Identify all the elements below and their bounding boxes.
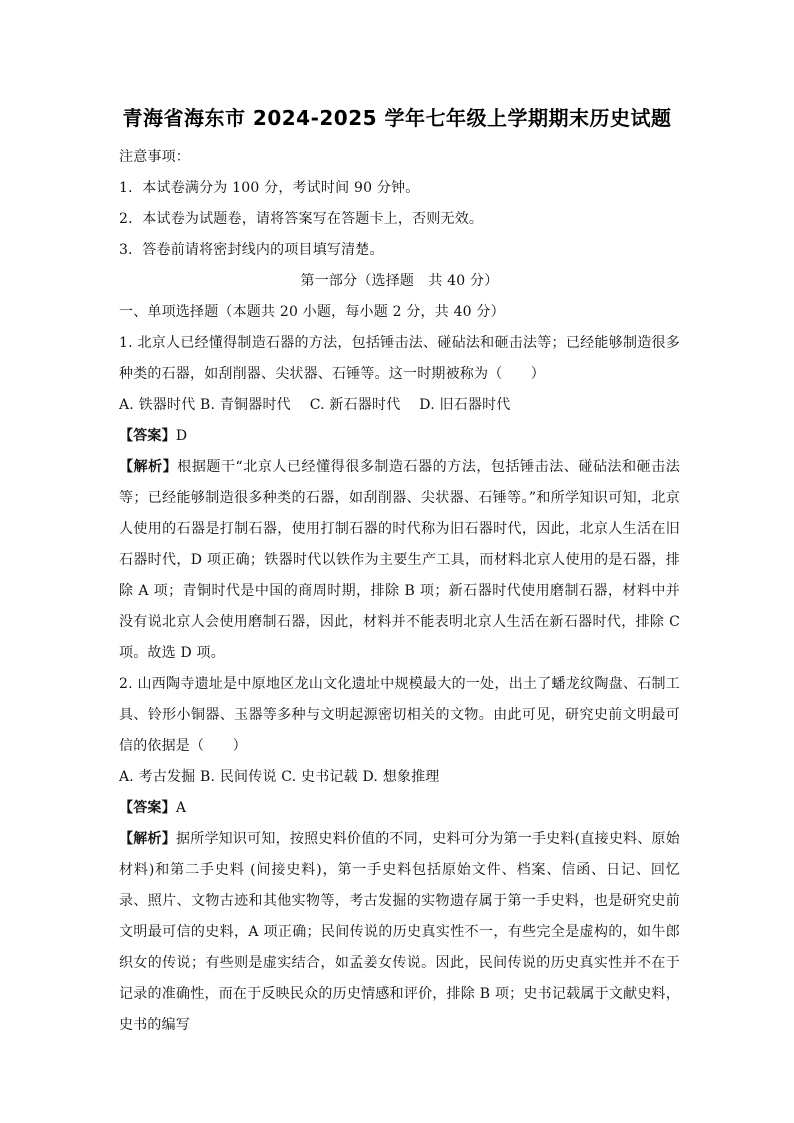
question-2-options: A. 考古发掘 B. 民间传说 C. 史书记载 D. 想象推理: [119, 769, 440, 785]
page-content: [119, 142, 680, 1041]
page-title: 青海省海东市 2024-2025 学年七年级上学期期末历史试题: [122, 106, 672, 130]
notes-heading: 注意事项：: [119, 149, 190, 165]
section-heading: 一、单项选择题（本题共 20 小题，每小题 2 分，共 40 分）: [119, 304, 505, 320]
question-1-answer: [119, 421, 680, 452]
notes-item: 2．本试卷为试题卷，请将答案写在答题卡上，否则无效。: [119, 211, 484, 227]
answer-tag: 【答案】: [119, 428, 176, 444]
question-2-analysis: [119, 824, 680, 1041]
notes-item: 3．答卷前请将密封线内的项目填写清楚。: [119, 242, 384, 258]
analysis-text: 根据题干“北京人已经懂得很多制造石器的方法，包括锤击法、碰砧法和砸击法等；已经能够制造很多种类的石器，如刮削器、尖状器、石锤等。”和所学知识可知，北京人使用的石器是打制石器，使用打制石器的时代称为旧石器时代，因此，北京人生活在旧石器时代，D 项正确；铁器时代以铁作为主要生产工具，而材料北京人使用的是石器，排除 A 项；青铜时代是中国的商周时期，排除 B 项；新石器时代使用磨制石器，材料中并没有说北京人会使用磨制石器，因此，材料并不能表明北京人生活在新石器时代，排除 C 项。故选 D 项。: [119, 459, 680, 661]
question-1-analysis: [119, 452, 680, 669]
question-2-stem: 2. 山西陶寺遗址是中原地区龙山文化遗址中规模最大的一处，出土了蟠龙纹陶盘、石制工具、铃形小铜器、玉器等多种与文明起源密切相关的文物。由此可见，研究史前文明最可信的依据是（ ）: [119, 676, 680, 754]
analysis-text: 据所学知识可知，按照史料价值的不同，史料可分为第一手史料(直接史料、原始材料)和第二手史料 (间接史料)，第一手史料包括原始文件、档案、信函、日记、回忆录、照片、文物古迹和其他实物等，考古发掘的实物遗存属于第一手史料，也是研究史前文明最可信的史料，A 项正确；民间传说的历史真实性不一，有些完全是虚构的，如牛郎织女的传说；有些则是虚实结合，如孟姜女传说。因此，民间传说的历史真实性并不在于记录的准确性，而在于反映民众的历史情感和评价，排除 B 项；史书记载属于文献史料，史书的编写: [119, 831, 680, 1033]
notes-item: 1．本试卷满分为 100 分，考试时间 90 分钟。: [119, 180, 420, 196]
analysis-tag: 【解析】: [119, 831, 176, 847]
answer-value: D: [175, 428, 188, 444]
answer-tag: 【答案】: [119, 800, 176, 816]
analysis-tag: 【解析】: [119, 459, 178, 475]
question-2-answer: [119, 793, 680, 824]
part-title: 第一部分（选择题 共 40 分）: [300, 273, 499, 289]
question-1-stem: 1. 北京人已经懂得制造石器的方法，包括锤击法、碰砧法和砸击法等；已经能够制造很多种类的石器，如刮削器、尖状器、石锤等。这一时期被称为（ ）: [119, 335, 680, 382]
question-1-options: A. 铁器时代 B. 青铜器时代 C. 新石器时代 D. 旧石器时代: [119, 397, 511, 413]
answer-value: A: [175, 800, 187, 816]
